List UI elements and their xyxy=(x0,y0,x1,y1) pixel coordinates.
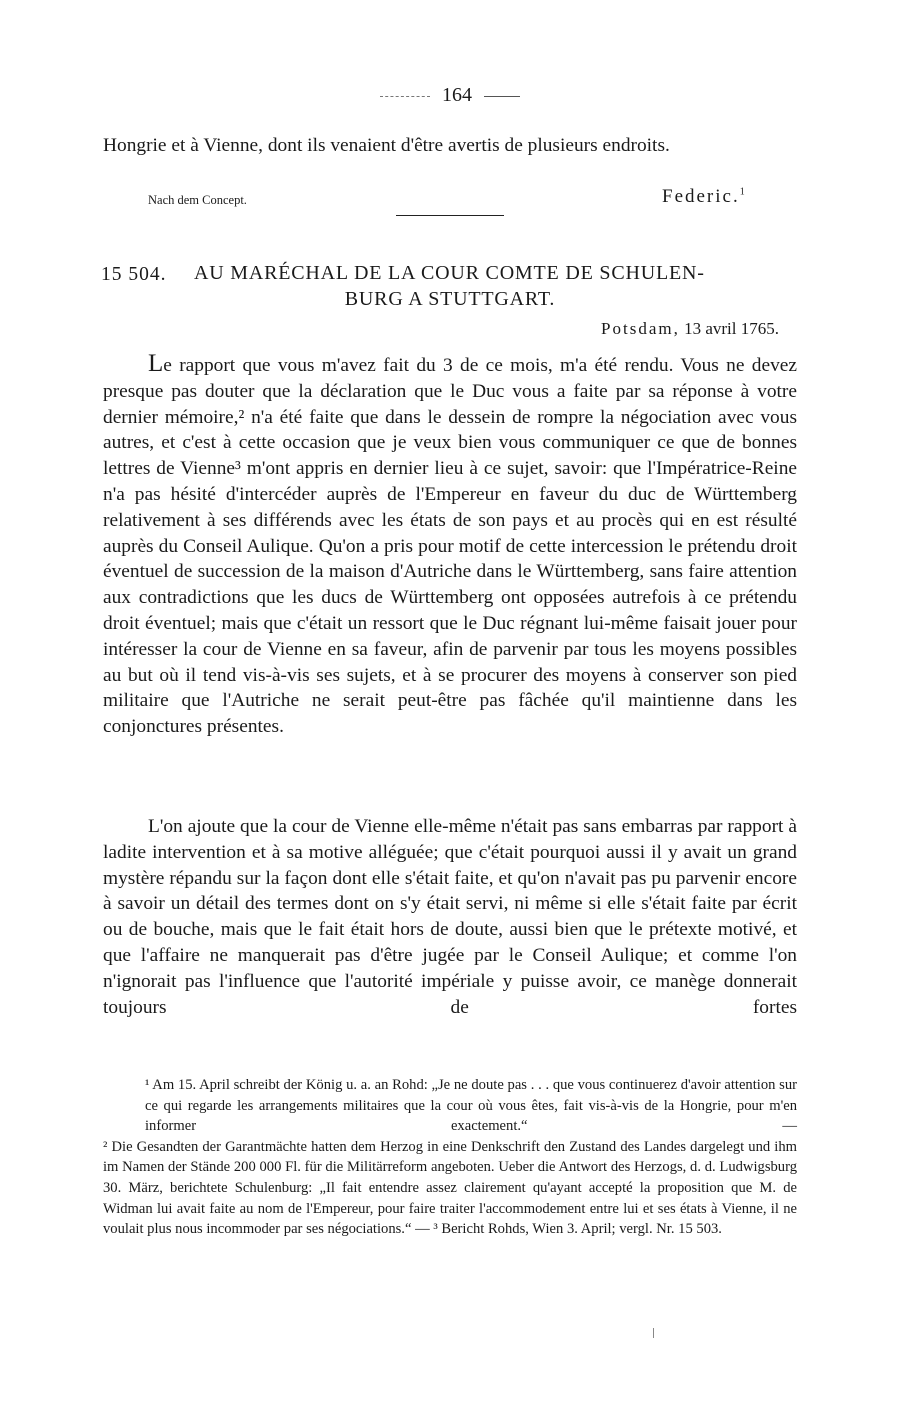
dateline-date: 13 avril 1765. xyxy=(684,319,779,338)
signature-footnote-mark: 1 xyxy=(739,186,745,198)
header-dash-left xyxy=(380,96,430,97)
letter-number: 15 504. xyxy=(101,264,167,285)
letter-title-line-1: AU MARÉCHAL DE LA COUR COMTE DE SCHULEN- xyxy=(194,262,705,284)
letter-title-line-2: BURG A STUTTGART. xyxy=(344,288,556,310)
footnote-1: ¹ Am 15. April schreibt der König u. a. an Rohd: „Je ne doute pas . . . que vous continuerez d'avoir attention sur ce qui regarde les arrangements militaires que la cour où vous êtes, fait vis-à-vis de la Hongrie, pour m'en informer exactement.“ — xyxy=(145,1077,797,1135)
section-divider xyxy=(396,215,504,216)
paragraph-initial: L xyxy=(148,350,164,377)
paragraph-1-text: e rapport que vous m'avez fait du 3 de ce mois, m'a été rendu. Vous ne devez presque pas douter que la déclaration que le Duc vous a faite par sa réponse à votre dernier mémoire,² n'a été faite que dans le dessein de rompre la négociation avec vous autres, et c'est à cette occasion que je veux bien vous communiquer ce que de bonnes lettres de Vienne³ m'ont appris en dernier lieu à ce sujet, savoir: que l'Impératrice-Reine n'a pas hésité d'intercéder auprès de l'Empereur en faveur du duc de Württemberg relativement à ses différends avec les états de son pays et au procès qui en est résulté auprès du Conseil Aulique. Qu'on a pris pour motif de cette intercession le prétendu droit éventuel de succession de la maison d'Autriche dans le Württemberg, sans faire attention aux contradictions que les ducs de Württemberg ont opposées autrefois à ce prétendu droit éventuel; mais que c'était un ressort que le Duc régnant lui-même faisait jouer pour intéresser la cour de Vienne en sa faveur, afin de parvenir par tous les moyens possibles au but où il tend vis-à-vis ses sujets, et à se procurer des moyens à conserver son pied militaire que l'Autriche ne serait peut-être pas fâchée qu'il maintienne dans les conjonctures présentes. xyxy=(103,355,797,738)
source-note: Nach dem Concept. xyxy=(148,193,247,207)
signature xyxy=(662,186,745,208)
letter-paragraph-2: L'on ajoute que la cour de Vienne elle-même n'était pas sans embarras par rapport à ladite intervention et à sa motive alléguée; que c'était pourquoi aussi il y avait un grand mystère répandu sur la façon dont elle s'était faite, et qu'on n'avait pas pu parvenir encore à savoir un détail des termes dont on s'y était servi, ni même si elle s'était faite par écrit ou de bouche, mais que le fait était hors de doute, aussi bien que le prétexte motivé, et que l'affaire ne manquerait pas d'être jugée par le Conseil Aulique; et comme l'on n'ignorait pas l'influence que l'autorité impériale y puisse avoir, ce manège donnerait toujours de fortes xyxy=(103,816,797,1018)
letter-dateline xyxy=(601,319,779,339)
footnote-2-3: ² Die Gesandten der Garantmächte hatten dem Herzog in eine Denkschrift den Zustand des Landes dargelegt und ihm im Namen der Stände 200 000 Fl. für die Militärreform angeboten. Ueber die Antwort des Herzogs, d. d. Ludwigsburg 30. März, berichtete Schulenburg: „Il fait entendre assez clairement qu'ayant accepté la proposition que M. de Widman lui avait faite au nom de l'Empereur, pour faire traiter l'accommodement entre lui et ses états à Vienne, il ne voulait plus nous incommoder par ses négociations.“ — ³ Bericht Rohds, Wien 3. April; vergl. Nr. 15 503. xyxy=(103,1138,797,1238)
letter-paragraph-1 xyxy=(103,351,797,740)
page-number: 164 xyxy=(442,84,472,106)
footnotes xyxy=(103,1075,797,1240)
print-mark xyxy=(653,1328,654,1338)
dateline-place: Potsdam, xyxy=(601,319,680,338)
previous-letter-closing: Hongrie et à Vienne, dont ils venaient d'être avertis de plusieurs endroits. xyxy=(103,135,670,156)
header-dash-right xyxy=(484,96,520,97)
page-header xyxy=(0,84,900,107)
signature-name: Federic. xyxy=(662,186,740,207)
